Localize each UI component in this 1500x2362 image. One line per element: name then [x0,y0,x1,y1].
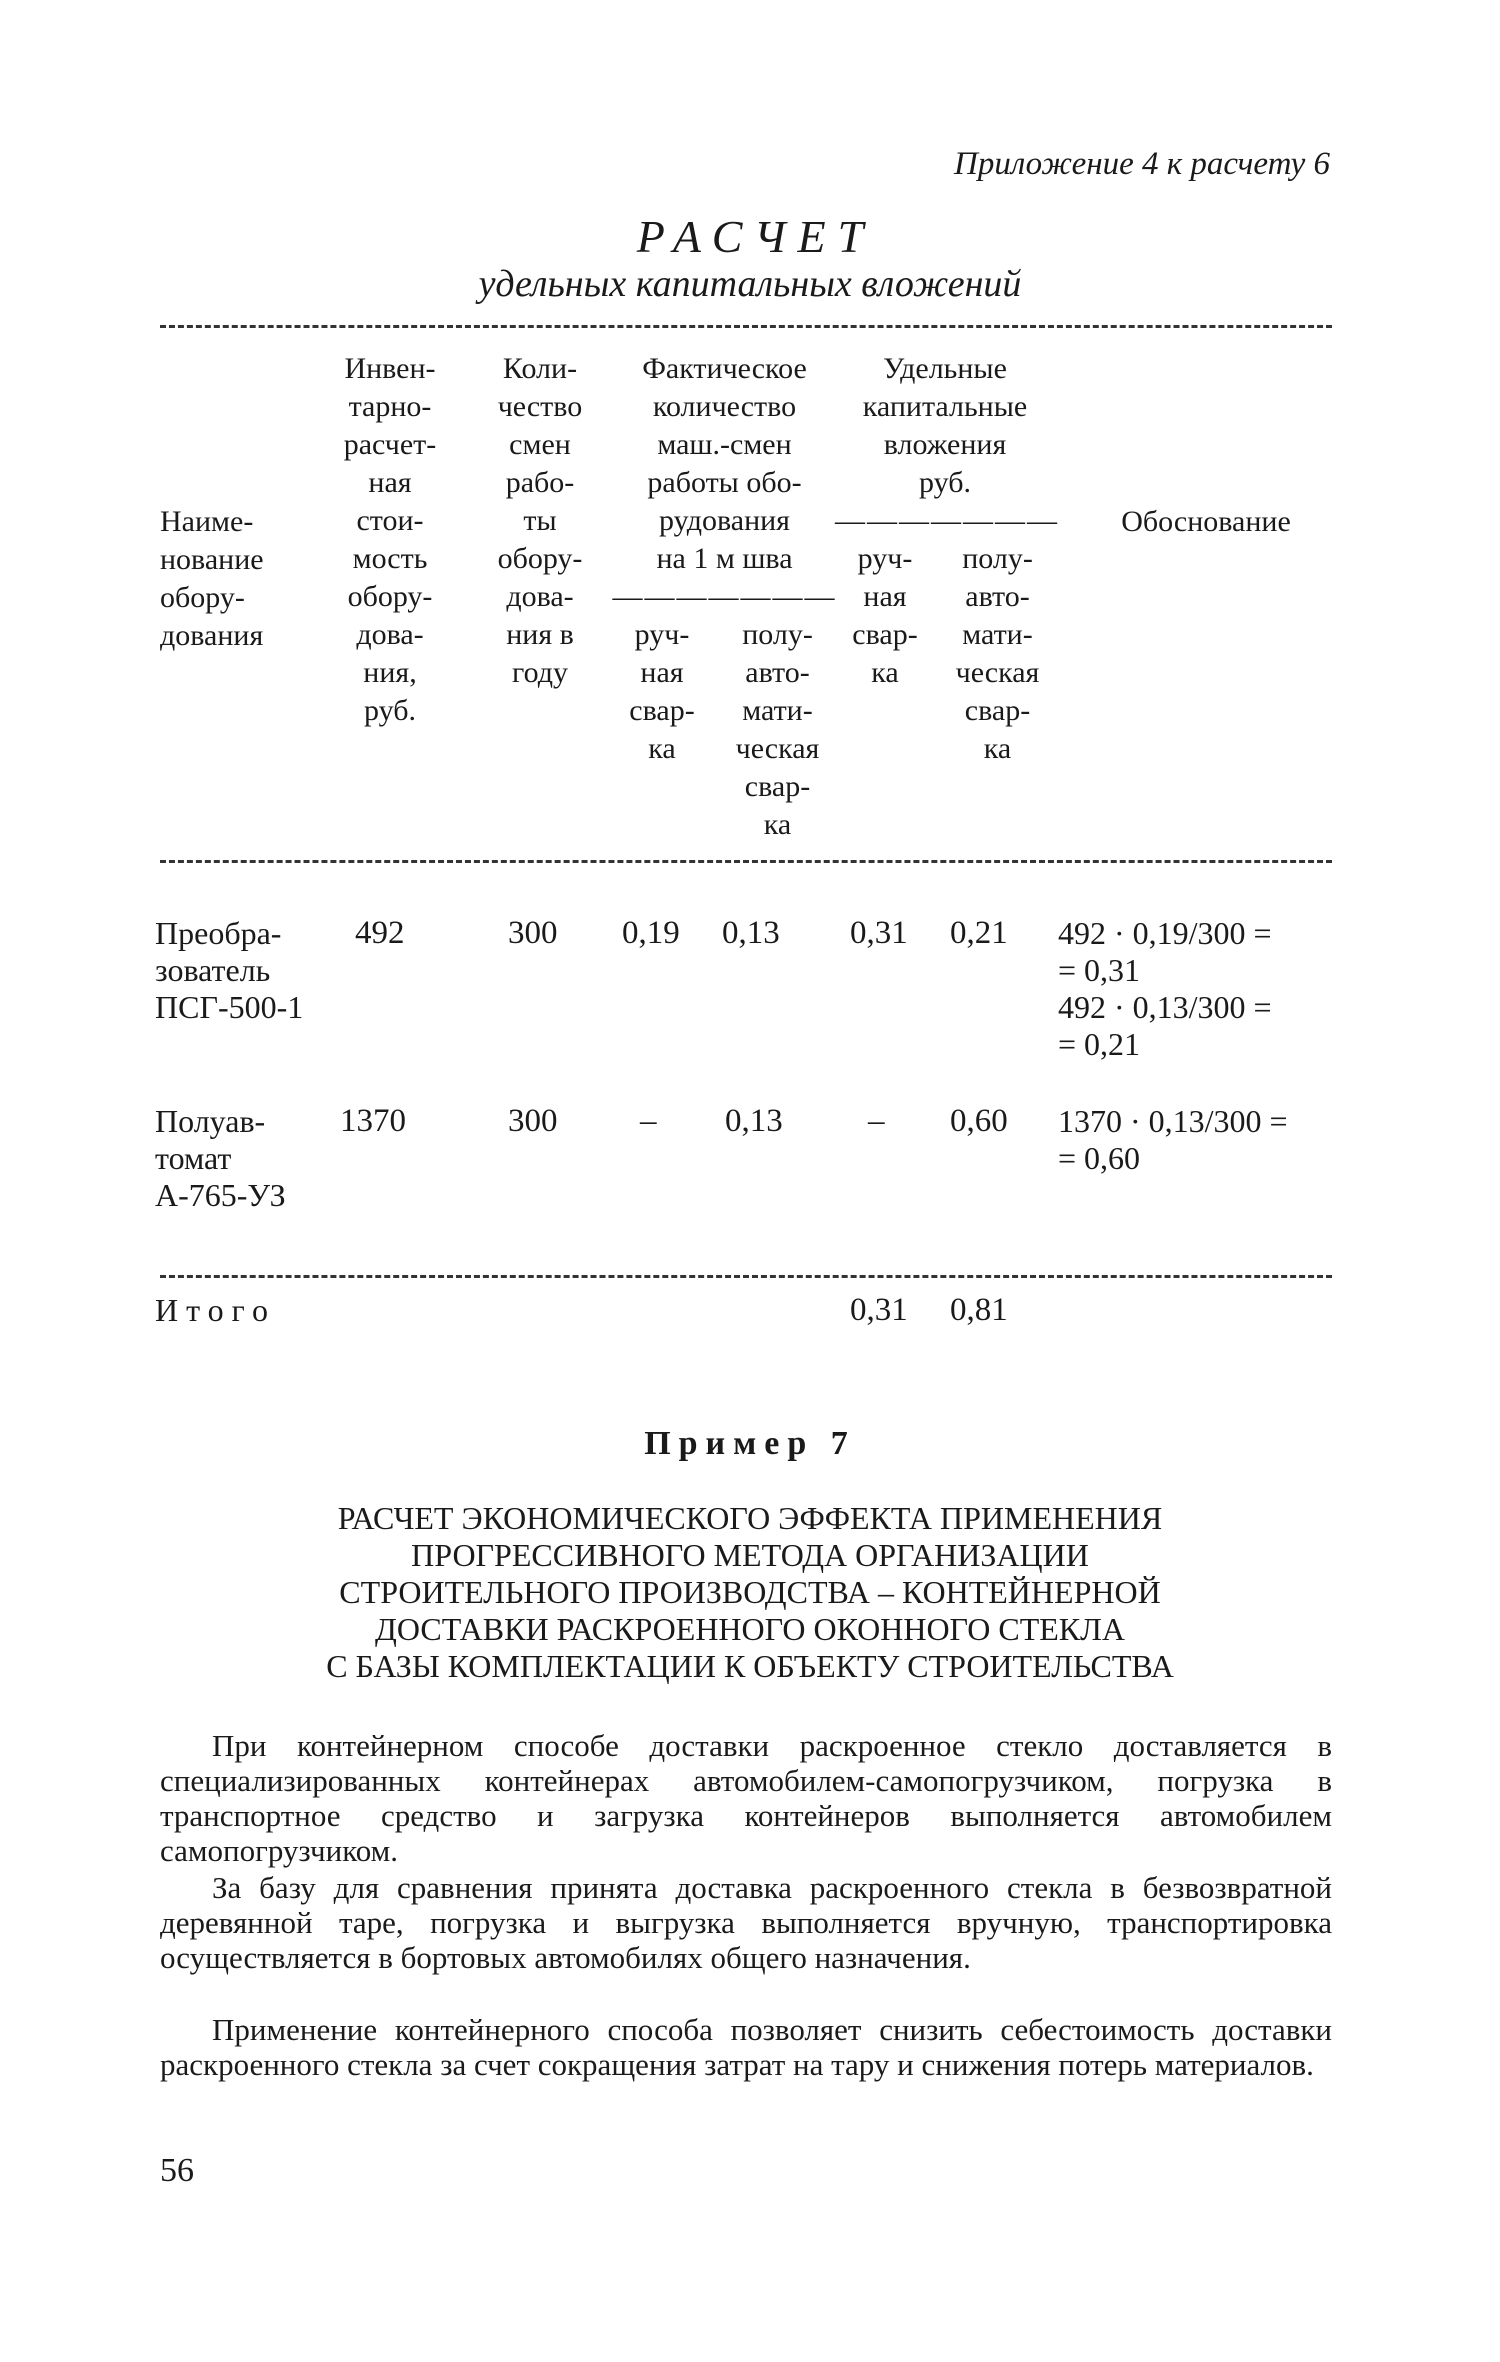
heading-line: РАСЧЕТ ЭКОНОМИЧЕСКОГО ЭФФЕКТА ПРИМЕНЕНИЯ [337,1500,1163,1536]
row2-cost: 1370 [340,1103,406,1139]
total-spec-manual: 0,31 [850,1292,908,1328]
row2-name: Полуав- томат А-765-УЗ [155,1103,286,1213]
heading-line: ДОСТАВКИ РАСКРОЕННОГО ОКОННОГО СТЕКЛА [375,1611,1125,1647]
row2-shifts: 300 [508,1103,558,1139]
paragraph-3: Применение контейнерного способа позволяет снизить себестоимость доставки раскроенного стекла за счет сокращения затрат на тару и снижения потерь материалов. [160,2012,1332,2082]
appendix-label: Приложение 4 к расчету 6 [954,146,1330,182]
row1-name: Преобра- зователь ПСГ-500-1 [155,915,304,1025]
total-label: Итого [155,1292,276,1328]
total-spec-semi: 0,81 [950,1292,1008,1328]
header-cost: Инвен- тарно- расчет- ная стои- мость обору- дова- ния, руб. [343,352,437,727]
header-specific-separator: ——————— [835,504,1059,537]
header-justification: Обоснование [1121,505,1291,538]
row1-actual-manual: 0,19 [622,915,680,951]
row1-spec-semi: 0,21 [950,915,1008,951]
heading-line: С БАЗЫ КОМПЛЕКТАЦИИ К ОБЪЕКТУ СТРОИТЕЛЬСТВА [326,1648,1174,1684]
header-specific-semi: полу- авто- мати- ческая свар- ка [955,542,1040,765]
paragraph-2: За базу для сравнения принята доставка раскроенного стекла в безвозвратной деревянной таре, погрузка и выгрузка выполняется вручную, транспортировка осуществляется в бортовых автомобилях общего назначения. [160,1870,1332,1975]
header-name: Наиме- нование обору- дования [160,505,264,652]
header-actual-separator: ——————— [612,580,837,613]
total-divider [160,1275,1332,1278]
row2-actual-semi: 0,13 [725,1103,783,1139]
page-number: 56 [160,2152,194,2189]
header-shifts: Коли- чество смен рабо- ты обору- дова- ния в году [497,352,583,689]
example-label: Пример 7 [644,1425,856,1462]
paragraph-1: При контейнерном способе доставки раскроенное стекло доставляется в специализированных контейнерах автомобилем-самопогрузчиком, погрузка в транспортное средство и загрузка контейнеров выполняется автомобилем самопогрузчиком. [160,1728,1332,1868]
header-specific-manual: руч- ная свар- ка [852,542,918,689]
row1-shifts: 300 [508,915,558,951]
row1-spec-manual: 0,31 [850,915,908,951]
header-bottom-divider [160,860,1332,863]
table-top-divider [160,325,1332,328]
row1-justification: 492 · 0,19/300 = = 0,31 492 · 0,13/300 = = 0,21 [1058,915,1272,1062]
heading-line: ПРОГРЕССИВНОГО МЕТОДА ОРГАНИЗАЦИИ [411,1537,1089,1573]
page-subtitle: удельных капитальных вложений [478,263,1022,305]
row2-justification: 1370 · 0,13/300 = = 0,60 [1058,1103,1288,1176]
row1-cost: 492 [355,915,405,951]
row2-actual-manual: – [640,1103,657,1139]
section-heading [240,1500,1260,1685]
row1-actual-semi: 0,13 [722,915,780,951]
heading-line: СТРОИТЕЛЬНОГО ПРОИЗВОДСТВА – КОНТЕЙНЕРНОЙ [339,1574,1161,1610]
row2-spec-semi: 0,60 [950,1103,1008,1139]
page-title: РАСЧЕТ [636,211,876,262]
header-specific-group: Удельные капитальные вложения руб. [862,352,1028,499]
header-actual-group: Фактическое количество маш.-смен работы обо- рудования на 1 м шва [642,352,807,575]
header-actual-semi: полу- авто- мати- ческая свар- ка [735,618,820,841]
row2-spec-manual: – [868,1103,885,1139]
header-actual-manual: руч- ная свар- ка [629,618,695,765]
